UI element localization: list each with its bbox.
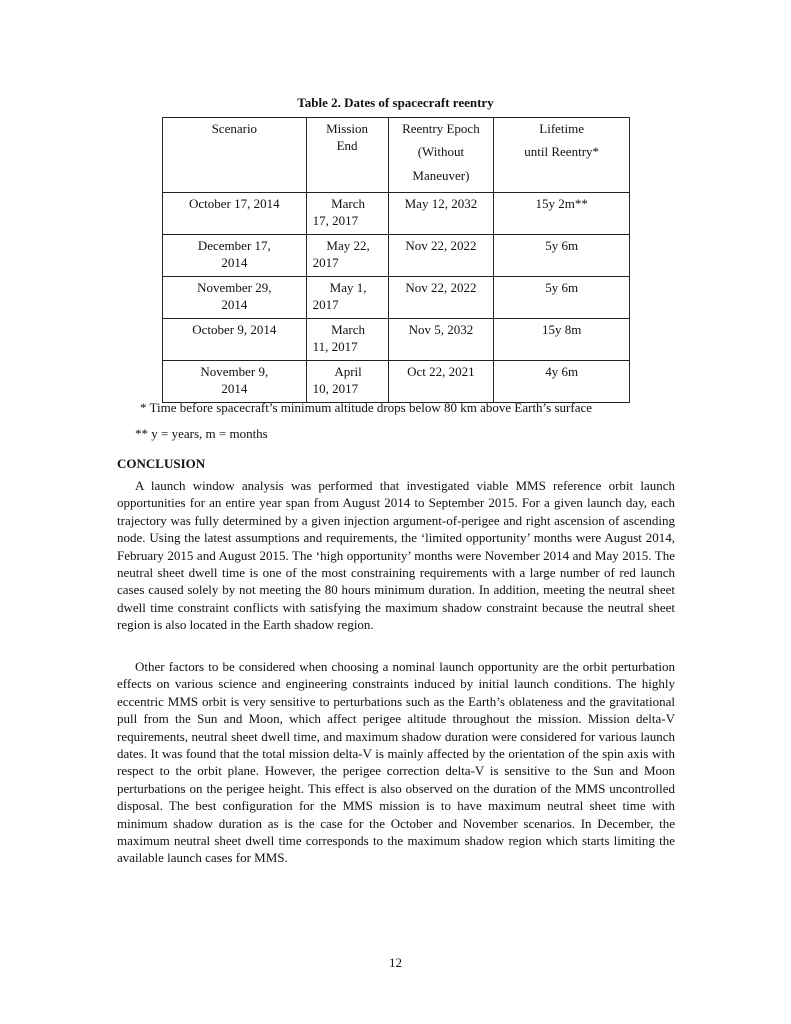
cell-lifetime: 15y 2m** (494, 193, 630, 235)
header-reentry-epoch: Reentry Epoch (Without Maneuver) (388, 118, 494, 193)
cell-mission-end: March 17, 2017 (306, 193, 388, 235)
table-row (163, 361, 630, 403)
footnote-units: ** y = years, m = months (135, 426, 268, 441)
table-row (163, 319, 630, 361)
cell-reentry-epoch: May 12, 2032 (388, 193, 494, 235)
conclusion-paragraph-2: Other factors to be considered when choosing a nominal launch opportunity are the orbit perturbation effects on various science and engineering constraints induced by initial launch conditions. The highly eccentric MMS orbit is very sensitive to perturbations such as the Earth’s oblateness and the gravitational pull from the Sun and Moon, which affect perigee altitude throughout the mission. Mission delta-V requirements, neutral sheet dwell time, and maximum shadow duration were considered for various launch dates. It was found that the total mission delta-V is mainly affected by the orientation of the spin axis with respect to the orbit plane. However, the perigee correction delta-V is sensitive to the Sun and Moon perturbations on the perigee height. This effect is also observed on the duration of the MMS uncontrolled disposal. The best configuration for the MMS mission is to have maximum neutral sheet time with minimum shadow duration as is the case for the October and November scenarios. In December, the maximum neutral sheet dwell time corresponds to the maximum shadow region which starts limiting the available launch cases for MMS. (117, 659, 675, 866)
cell-scenario: October 17, 2014 (163, 193, 307, 235)
cell-scenario: November 29, 2014 (163, 277, 307, 319)
cell-scenario: December 17, 2014 (163, 235, 307, 277)
cell-lifetime: 5y 6m (494, 277, 630, 319)
footnote-lifetime: * Time before spacecraft’s minimum altitude drops below 80 km above Earth’s surface (140, 400, 592, 415)
cell-reentry-epoch: Oct 22, 2021 (388, 361, 494, 403)
conclusion-paragraph-1: A launch window analysis was performed that investigated viable MMS reference orbit launch opportunities for an entire year span from August 2014 to September 2015. For a given launch day, each trajectory was fully determined by a given injection argument-of-perigee and right ascension of ascending node. Using the latest assumptions and requirements, the ‘limited opportunity’ months were August 2014, February 2015 and August 2015. The ‘high opportunity’ months were November 2014 and May 2015. The neutral sheet dwell time is one of the most constraining requirements with a large number of red launch cases caused solely by not meeting the 80 hours minimum duration. In addition, meeting the neutral sheet dwell time constraint conflicts with satisfying the maximum shadow constraint because the neutral sheet region is also located in the Earth shadow region. (117, 478, 675, 633)
cell-reentry-epoch: Nov 5, 2032 (388, 319, 494, 361)
cell-scenario: November 9, 2014 (163, 361, 307, 403)
section-heading-conclusion: CONCLUSION (117, 456, 206, 471)
header-lifetime: Lifetime until Reentry* (494, 118, 630, 193)
cell-scenario: October 9, 2014 (163, 319, 307, 361)
table-row (163, 193, 630, 235)
table-caption: Table 2. Dates of spacecraft reentry (297, 95, 494, 110)
cell-mission-end: May 1, 2017 (306, 277, 388, 319)
header-scenario: Scenario (163, 118, 307, 193)
reentry-dates-table (162, 117, 630, 403)
cell-lifetime: 5y 6m (494, 235, 630, 277)
cell-mission-end: April 10, 2017 (306, 361, 388, 403)
cell-reentry-epoch: Nov 22, 2022 (388, 277, 494, 319)
table-row (163, 277, 630, 319)
cell-lifetime: 4y 6m (494, 361, 630, 403)
table-row (163, 235, 630, 277)
header-mission-end: Mission End (306, 118, 388, 193)
cell-reentry-epoch: Nov 22, 2022 (388, 235, 494, 277)
cell-mission-end: May 22, 2017 (306, 235, 388, 277)
table-header-row (163, 118, 630, 193)
cell-mission-end: March 11, 2017 (306, 319, 388, 361)
page-number: 12 (389, 955, 402, 970)
cell-lifetime: 15y 8m (494, 319, 630, 361)
